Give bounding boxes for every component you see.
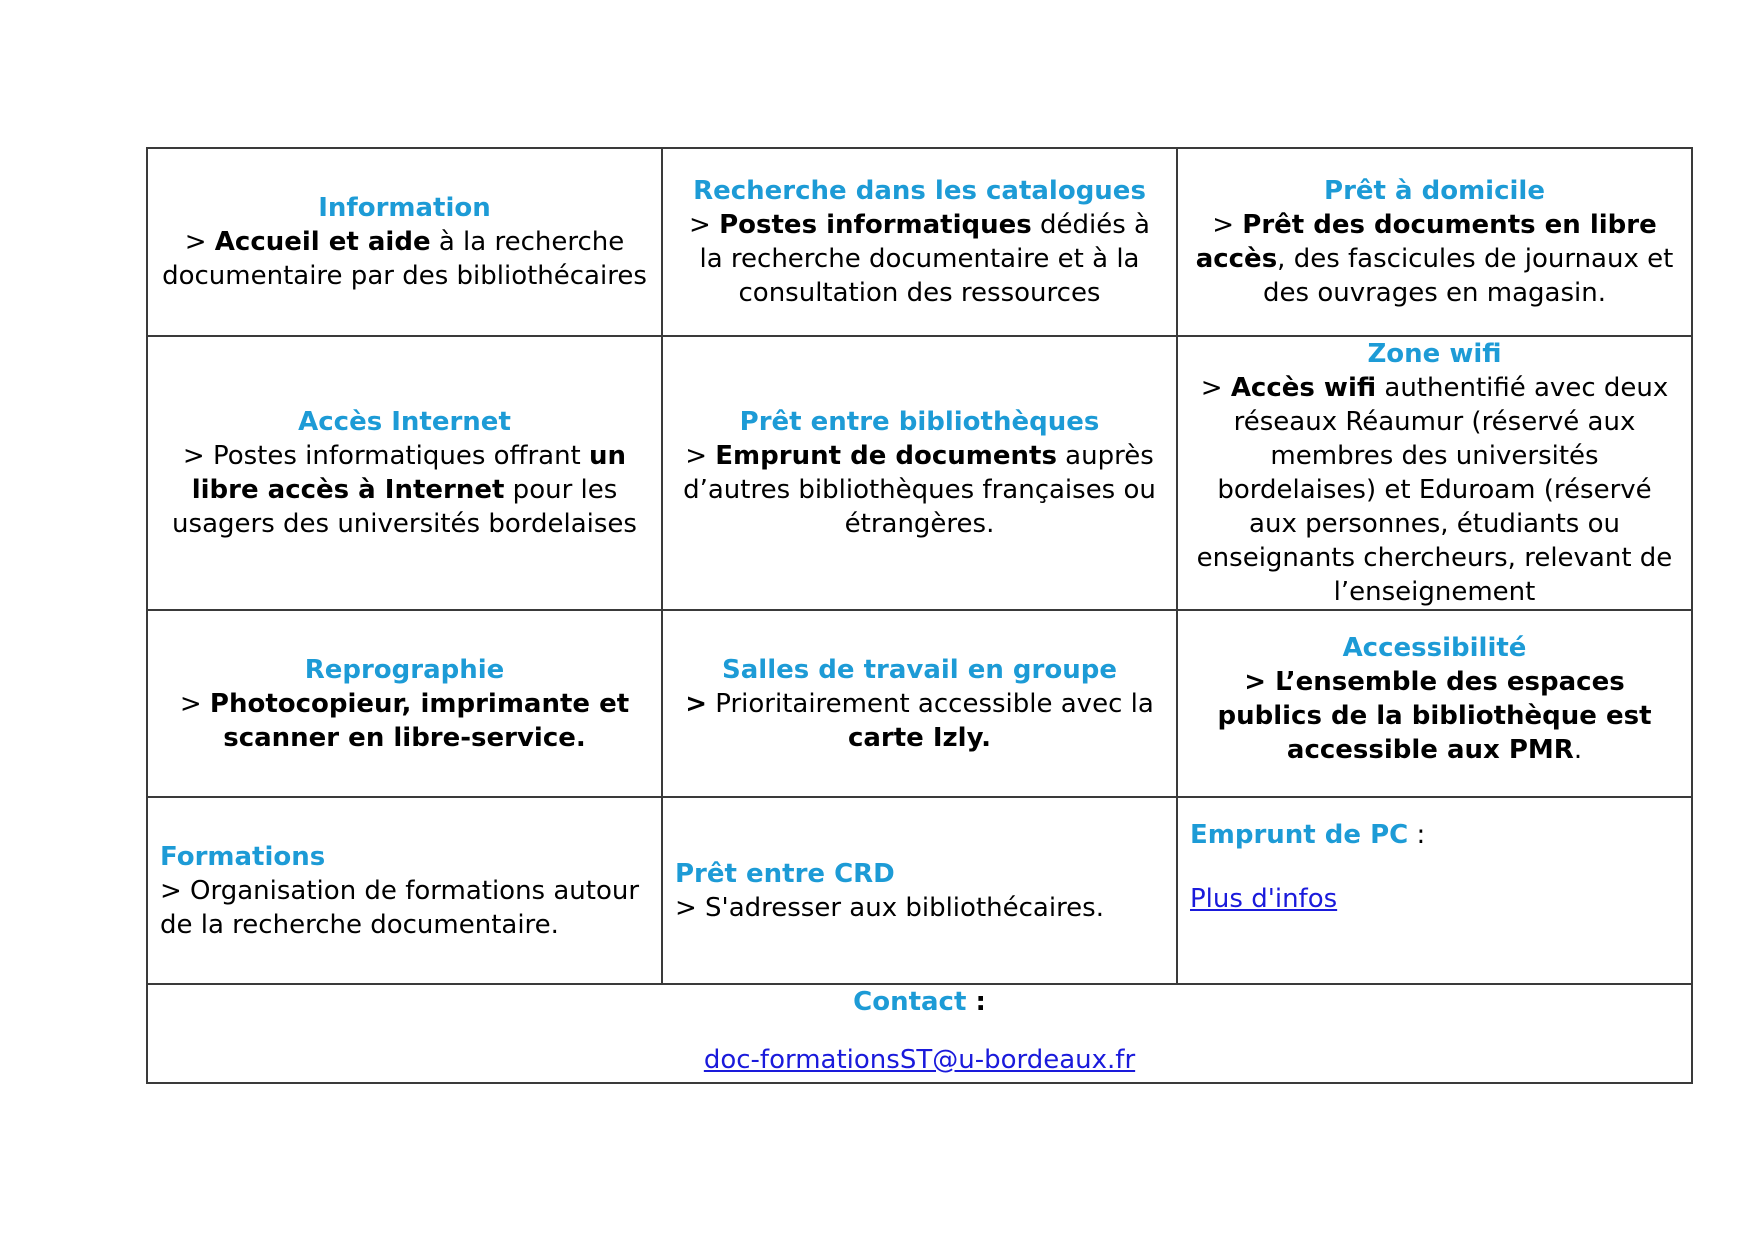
bold-text: > L’ensemble des espaces publics de la bibliothèque est accessible aux PMR — [1217, 667, 1652, 765]
cell-body — [675, 439, 1164, 541]
cell-emprunt-pc — [1177, 797, 1692, 984]
cell-title: Accès Internet — [298, 407, 511, 437]
table-row — [147, 336, 1692, 610]
contact-heading — [160, 985, 1679, 1019]
prefix-text: > — [179, 688, 210, 719]
cell-body — [675, 208, 1164, 310]
cell-title: Emprunt de PC — [1190, 820, 1409, 850]
title-suffix: : — [1408, 820, 1426, 850]
cell-title: Reprographie — [304, 654, 505, 685]
prefix-text: > — [1212, 210, 1243, 240]
bold-text: Postes informatiques — [719, 210, 1032, 240]
cell-title: Zone wifi — [1367, 339, 1502, 369]
prefix-text: > Postes informatiques offrant — [182, 441, 590, 471]
body-text: pour les usagers des universités bordelaises — [172, 475, 637, 539]
cell-title: Prêt entre CRD — [675, 858, 895, 889]
cell-pret-domicile — [1177, 148, 1692, 336]
cell-title: Formations — [160, 841, 326, 872]
body-text: dédiés à la recherche documentaire et à la consultation des ressources — [699, 210, 1150, 308]
body-text: auprès d’autres bibliothèques françaises ou étrangères. — [683, 441, 1156, 539]
prefix-text: > — [685, 688, 707, 719]
table-row — [147, 797, 1692, 984]
cell-title: Salles de travail en groupe — [722, 654, 1117, 685]
cell-body: > Organisation de formations autour de la recherche documentaire. — [160, 875, 640, 940]
cell-recherche — [662, 148, 1177, 336]
bold-text: un libre accès à Internet — [191, 441, 627, 505]
cell-accessibilite — [1177, 610, 1692, 797]
bold-text: Accueil et aide — [214, 227, 431, 257]
bold-text: carte Izly. — [847, 722, 992, 753]
table-row — [147, 148, 1692, 336]
cell-title: Contact — [853, 987, 967, 1017]
cell-body — [1190, 371, 1679, 609]
cell-title: Accessibilité — [1342, 633, 1527, 663]
cell-title: Recherche dans les catalogues — [693, 176, 1146, 206]
body-text: authentifié avec deux réseaux Réaumur (réservé aux membres des universités bordelaises) et Eduroam (réservé aux personnes, étudiants ou enseignants chercheurs, relevant de l’enseignement — [1196, 373, 1673, 607]
cell-body: > S'adresser aux bibliothécaires. — [675, 892, 1104, 923]
cell-reprographie — [147, 610, 662, 797]
title-suffix: : — [966, 987, 986, 1017]
table-row — [147, 610, 1692, 797]
spacer — [1190, 852, 1679, 882]
cell-body — [160, 225, 649, 293]
prefix-text: > — [689, 210, 720, 240]
body-text: . — [1573, 735, 1583, 765]
cell-title: Prêt à domicile — [1324, 176, 1545, 206]
body-text: Prioritairement accessible avec la — [706, 688, 1154, 719]
cell-body — [1190, 208, 1679, 310]
cell-body — [160, 439, 649, 541]
cell-information — [147, 148, 662, 336]
body-text: , des fascicules de journaux et des ouvrages en magasin. — [1263, 244, 1674, 308]
cell-contact — [147, 984, 1692, 1083]
cell-body — [160, 687, 649, 755]
cell-title: Information — [318, 193, 491, 223]
cell-salles — [662, 610, 1177, 797]
cell-body — [1190, 665, 1679, 767]
bold-text: Photocopieur, imprimante et scanner en libre-service. — [209, 688, 630, 753]
cell-pret-crd — [662, 797, 1177, 984]
prefix-text: > — [1200, 373, 1231, 403]
cell-body — [675, 687, 1164, 755]
bold-text: Accès wifi — [1230, 373, 1377, 403]
bold-text: Emprunt de documents — [715, 441, 1057, 471]
cell-formations — [147, 797, 662, 984]
services-table — [146, 147, 1693, 1084]
cell-internet — [147, 336, 662, 610]
contact-email-link[interactable]: doc-formationsST@u-bordeaux.fr — [703, 1045, 1136, 1075]
spacer — [160, 1019, 1679, 1043]
cell-wifi — [1177, 336, 1692, 610]
prefix-text: > — [184, 227, 215, 257]
cell-peb — [662, 336, 1177, 610]
cell-title: Prêt entre bibliothèques — [739, 407, 1100, 437]
prefix-text: > — [685, 441, 716, 471]
table-row — [147, 984, 1692, 1083]
bold-text: Prêt des documents en libre accès — [1195, 210, 1657, 274]
body-text: à la recherche documentaire par des bibliothécaires — [162, 227, 647, 291]
more-info-link[interactable]: Plus d'infos — [1190, 884, 1338, 914]
